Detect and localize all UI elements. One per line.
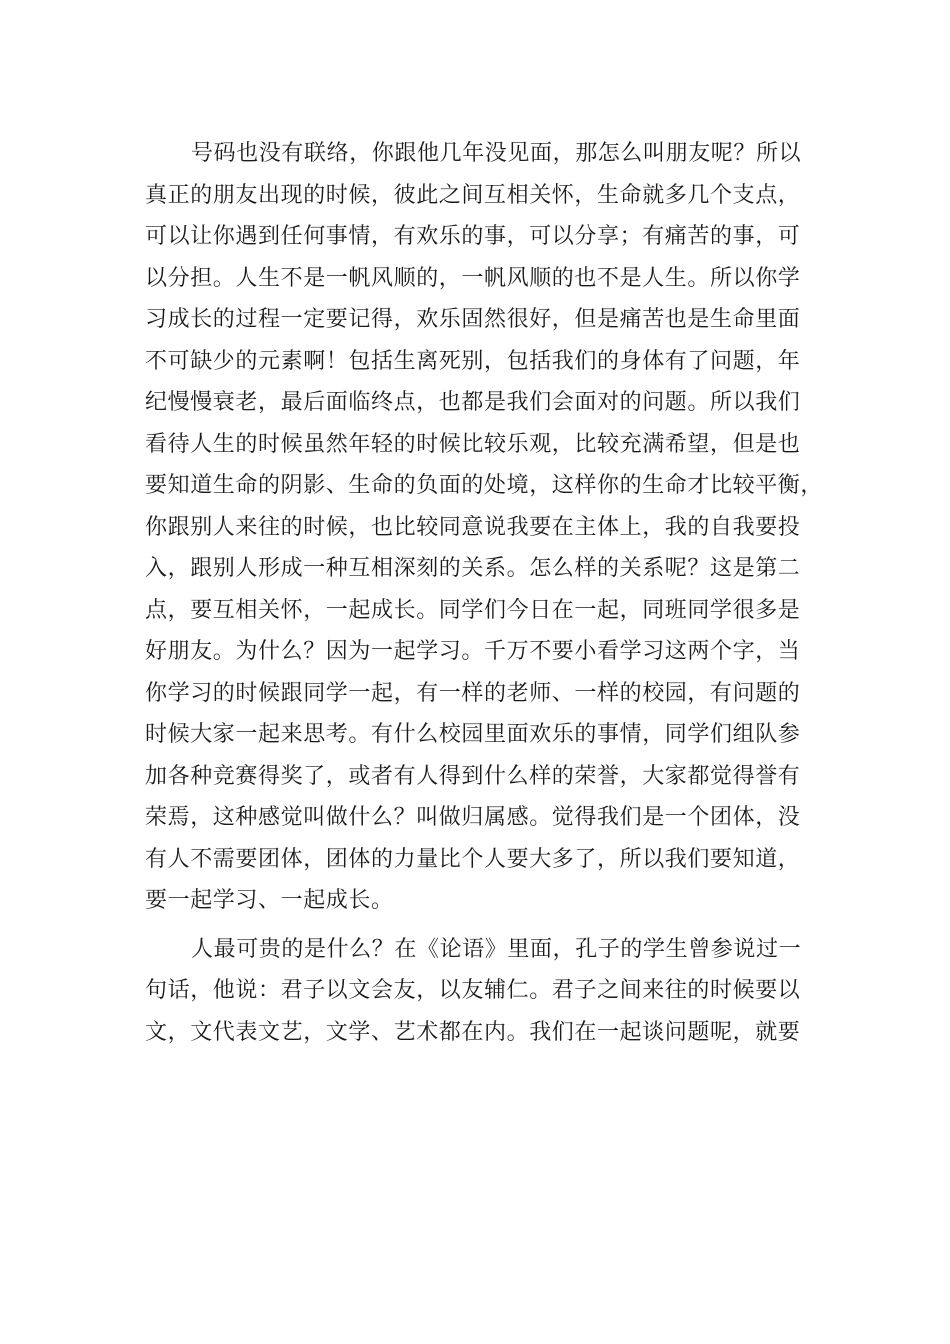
- text-line: 句话，他说：君子以文会友，以友辅仁。君子之间来往的时候要以: [145, 978, 801, 1003]
- text-line: 看待人生的时候虽然年轻的时候比较乐观，比较充满希望，但是也: [145, 431, 801, 457]
- text-line: 要一起学习、一起成长。: [145, 888, 394, 913]
- text-line: 号码也没有联络，你跟他几年没见面，那怎么叫朋友呢？所以: [191, 141, 802, 166]
- paragraph-1: [145, 133, 824, 922]
- text-line: 习成长的过程一定要记得，欢乐固然很好，但是痛苦也是生命里面: [145, 307, 801, 332]
- text-line: 你跟别人来往的时候，也比较同意说我要在主体上，我的自我要投: [145, 514, 801, 540]
- text-line: 可以让你遇到任何事情，有欢乐的事，可以分享；有痛苦的事，可: [145, 224, 801, 249]
- text-line: 入，跟别人形成一种互相深刻的关系。怎么样的关系呢？这是第二: [145, 556, 801, 581]
- text-line: 你学习的时候跟同学一起，有一样的老师、一样的校园，有问题的: [145, 680, 801, 706]
- document-body: [145, 133, 824, 1053]
- text-line: 荣焉，这种感觉叫做什么？叫做归属感。觉得我们是一个团体，没: [145, 805, 801, 830]
- paragraph-2: [145, 929, 815, 1054]
- text-line: 人最可贵的是什么？在《论语》里面，孔子的学生曾参说过一: [191, 936, 802, 962]
- text-line: 文，文代表文艺，文学、艺术都在内。我们在一起谈问题呢，就要: [145, 1019, 801, 1045]
- text-line: 纪慢慢衰老，最后面临终点，也都是我们会面对的问题。所以我们: [145, 390, 801, 415]
- text-line: 点，要互相关怀，一起成长。同学们今日在一起，同班同学很多是: [145, 597, 801, 623]
- text-line: 有人不需要团体，团体的力量比个人要大多了，所以我们要知道，: [145, 846, 801, 872]
- text-line: 真正的朋友出现的时候，彼此之间互相关怀，生命就多几个支点，: [145, 182, 801, 208]
- text-line: 以分担。人生不是一帆风顺的，一帆风顺的也不是人生。所以你学: [145, 265, 801, 291]
- text-line: 好朋友。为什么？因为一起学习。千万不要小看学习这两个字，当: [145, 639, 801, 664]
- text-line: 不可缺少的元素啊！包括生离死别，包括我们的身体有了问题，年: [145, 348, 801, 374]
- text-line: 加各种竞赛得奖了，或者有人得到什么样的荣誉，大家都觉得誉有: [145, 763, 801, 789]
- text-line: 时候大家一起来思考。有什么校园里面欢乐的事情，同学们组队参: [145, 722, 801, 747]
- text-line: 要知道生命的阴影、生命的负面的处境，这样你的生命才比较平衡，: [145, 473, 824, 498]
